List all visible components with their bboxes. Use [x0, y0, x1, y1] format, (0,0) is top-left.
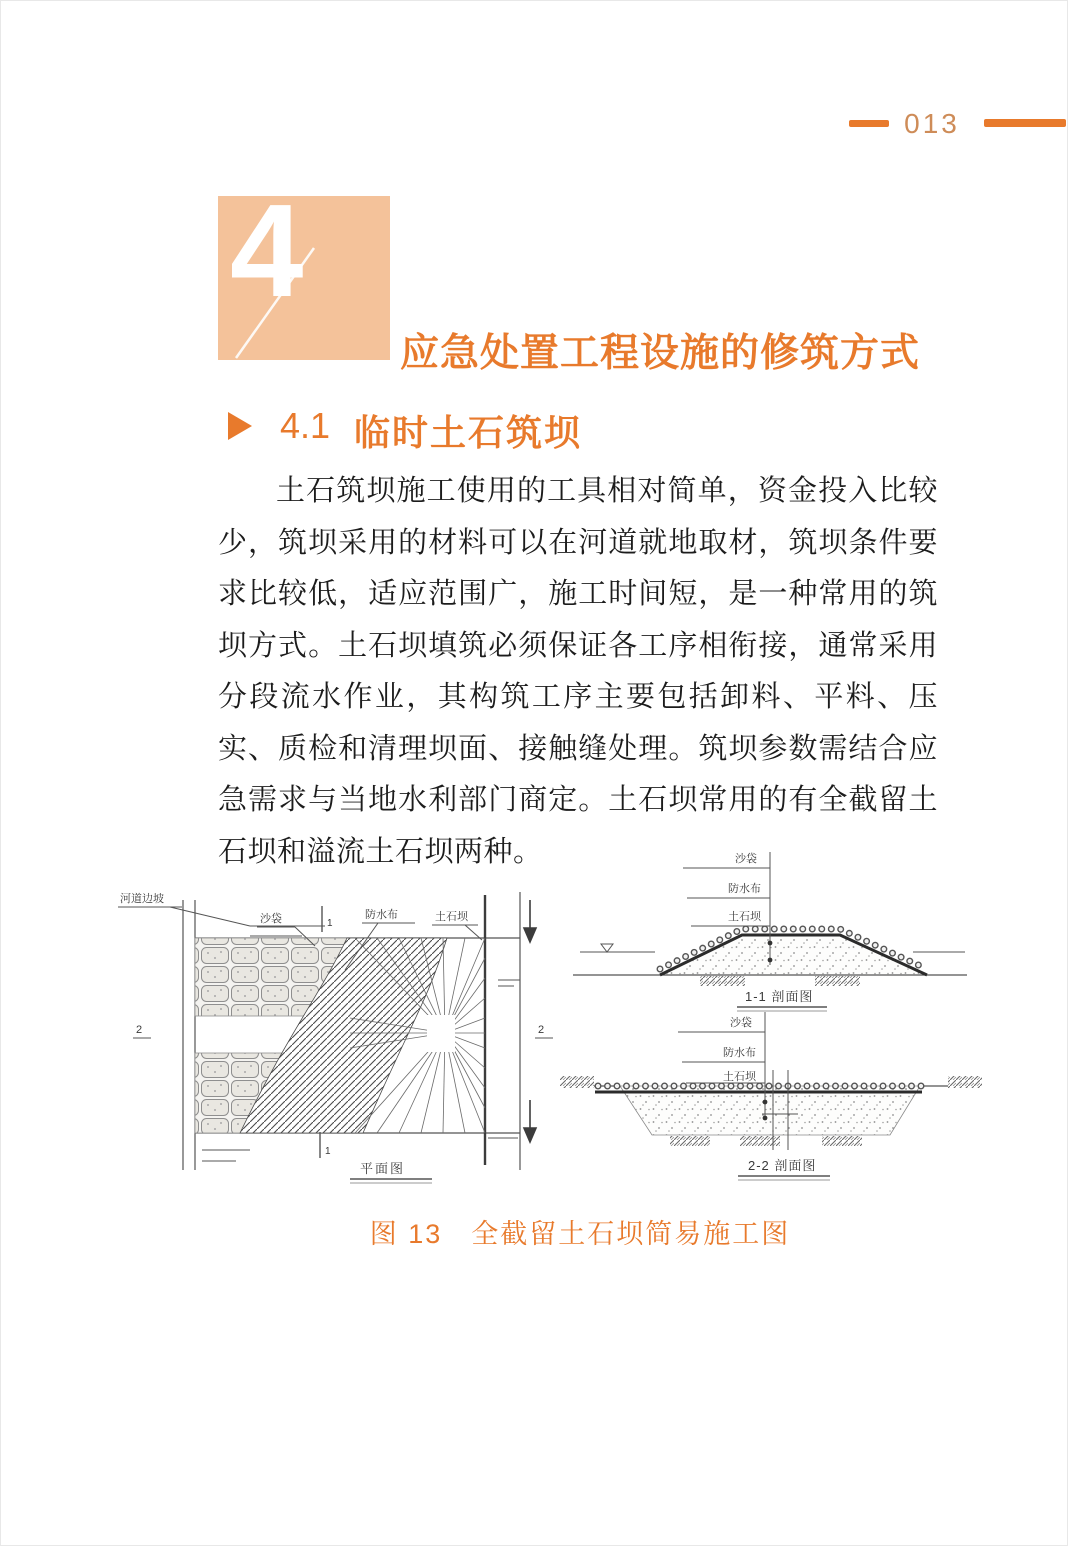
dam-label: 土石坝	[435, 911, 468, 923]
construction-figure	[0, 830, 1068, 1210]
bank-hatch-right	[948, 1076, 982, 1088]
plan-caption: 平面图	[360, 1161, 406, 1176]
chapter-number-block	[218, 177, 390, 360]
triangle-bullet-icon	[228, 412, 252, 440]
flow-arrow-bottom	[524, 1100, 536, 1142]
waterproof-label: 防水布	[365, 909, 398, 921]
waterproof-label-1-1: 防水布	[728, 883, 761, 895]
header-short-dash	[849, 120, 889, 127]
ground-hatch	[700, 976, 745, 986]
sandbag-label: 沙袋	[260, 913, 282, 925]
bank-hatch-left	[560, 1076, 594, 1088]
sandbag-label-1-1: 沙袋	[735, 853, 757, 865]
section-cut-2-left: 2	[136, 1024, 143, 1036]
section-cut-1-bottom: 1	[325, 1146, 331, 1157]
figure-caption: 图 13 全截留土石坝简易施工图	[369, 1219, 791, 1249]
section-number: 4.1	[280, 405, 331, 446]
bank-label: 河道边坡	[120, 893, 164, 905]
section-cut-1-top: 1	[327, 918, 333, 929]
section-cut-2-right: 2	[538, 1024, 545, 1036]
sandbag-label-2-2: 沙袋	[730, 1017, 752, 1029]
flow-arrow-top	[524, 900, 536, 942]
page-number: 013	[904, 108, 960, 139]
section-title: 临时土石筑坝	[354, 412, 583, 453]
section-1-1-drawing	[565, 840, 975, 1020]
caption-1-1: 1-1 剖面图	[745, 989, 814, 1004]
chapter-title: 应急处置工程设施的修筑方式	[400, 332, 921, 375]
closure-gap	[427, 1015, 455, 1052]
waterproof-label-2-2: 防水布	[723, 1047, 756, 1059]
ground-hatch	[740, 1136, 780, 1146]
ground-hatch	[822, 1136, 862, 1146]
chapter-number: 4	[230, 177, 304, 324]
section-2-2-drawing	[560, 1002, 985, 1202]
header-long-dash	[984, 119, 1066, 127]
chapter-diagonal-line	[218, 196, 390, 360]
dam-label-2-2: 土石坝	[723, 1071, 756, 1083]
ground-hatch	[670, 1136, 710, 1146]
body-paragraph: 土石筑坝施工使用的工具相对简单，资金投入比较少，筑坝采用的材料可以在河道就地取材，筑坝条件要求比较低，适应范围广，施工时间短，是一种常用的筑坝方式。土石坝填筑必须保证各工序相衔接，通常采用分段流水作业，其构筑工序主要包括卸料、平料、压实、质检和清理坝面、接触缝处理。筑坝参数需结合应急需求与当地水利部门商定。土石坝常用的有全截留土石坝和溢流土石坝两种。	[218, 475, 938, 868]
caption-2-2: 2-2 剖面图	[748, 1158, 817, 1173]
plan-view-drawing	[110, 870, 570, 1200]
dam-label-1-1: 土石坝	[728, 911, 761, 923]
ground-hatch	[815, 976, 860, 986]
